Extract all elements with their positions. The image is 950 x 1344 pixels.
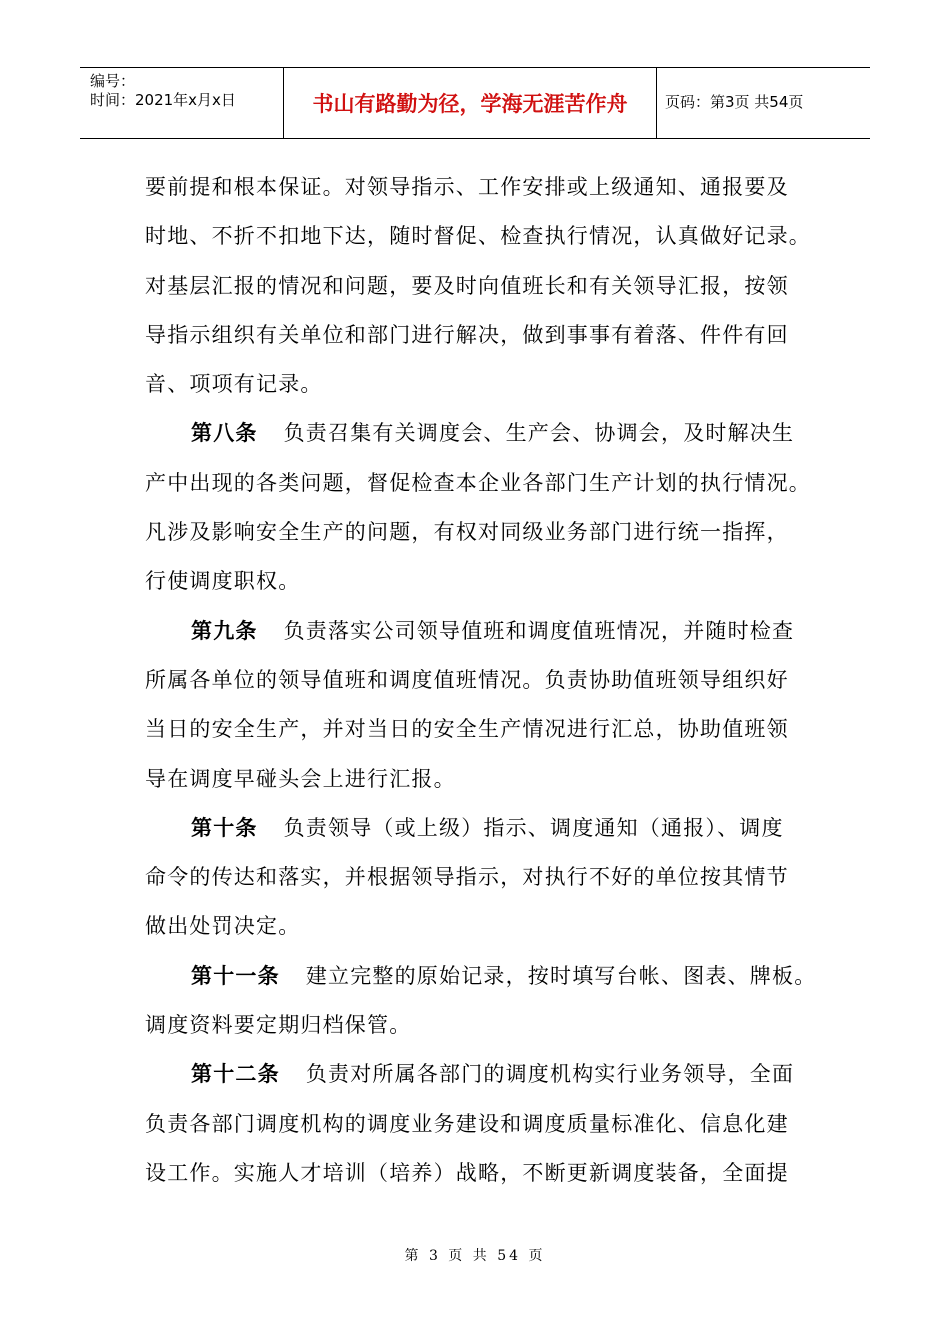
line-text: 当日的安全生产，并对当日的安全生产情况进行汇总，协助值班领 — [145, 717, 789, 742]
line-text: 负责领导（或上级）指示、调度通知（通报）、调度 — [283, 815, 784, 840]
line-text: 负责落实公司领导值班和调度值班情况，并随时检查 — [283, 618, 795, 643]
body-line — [145, 459, 825, 508]
body-line — [145, 508, 825, 557]
body-line — [145, 360, 825, 409]
header-page-cell — [657, 68, 870, 138]
line-text: 导在调度早碰头会上进行汇报。 — [145, 766, 456, 791]
body-line — [145, 1001, 825, 1050]
line-text: 导指示组织有关单位和部门进行解决，做到事事有着落、件件有回 — [145, 322, 789, 347]
body-line — [145, 902, 825, 951]
body-line — [145, 1149, 825, 1198]
body-line — [145, 607, 825, 656]
body-line — [145, 212, 825, 261]
line-text: 行使调度职权。 — [145, 569, 301, 594]
body-line — [145, 705, 825, 754]
page-info: 页码：第3页 共54页 — [665, 93, 804, 111]
article-number: 第九条 — [191, 618, 258, 643]
line-text: 凡涉及影响安全生产的问题，有权对同级业务部门进行统一指挥， — [145, 520, 789, 545]
article-number: 第十条 — [191, 815, 258, 840]
line-text: 音、项项有记录。 — [145, 372, 323, 397]
body-line — [145, 804, 825, 853]
body-line — [145, 656, 825, 705]
line-text: 负责召集有关调度会、生产会、协调会，及时解决生 — [283, 421, 795, 446]
line-text: 对基层汇报的情况和问题，要及时向值班长和有关领导汇报，按领 — [145, 273, 789, 298]
line-text: 产中出现的各类问题，督促检查本企业各部门生产计划的执行情况。 — [145, 470, 811, 495]
line-text: 要前提和根本保证。对领导指示、工作安排或上级通知、通报要及 — [145, 175, 789, 199]
line-text: 命令的传达和落实，并根据领导指示，对执行不好的单位按其情节 — [145, 865, 789, 890]
header-motto-cell — [284, 68, 657, 138]
body-line — [145, 755, 825, 804]
line-text: 负责各部门调度机构的调度业务建设和调度质量标准化、信息化建 — [145, 1111, 789, 1136]
line-text: 负责对所属各部门的调度机构实行业务领导，全面 — [305, 1062, 795, 1087]
article-number: 第十二条 — [191, 1062, 280, 1087]
line-text: 做出处罚决定。 — [145, 914, 301, 939]
line-text: 时地、不折不扣地下达，随时督促、检查执行情况，认真做好记录。 — [145, 224, 811, 249]
body-line — [145, 1100, 825, 1149]
body-line — [145, 853, 825, 902]
line-text: 建立完整的原始记录，按时填写台帐、图表、牌板。 — [305, 963, 817, 988]
line-text: 所属各单位的领导值班和调度值班情况。负责协助值班领导组织好 — [145, 667, 789, 692]
body-line — [145, 1050, 825, 1099]
body-line — [145, 163, 825, 212]
article-number: 第十一条 — [191, 963, 280, 988]
line-text: 设工作。实施人才培训（培养）战略，不断更新调度装备，全面提 — [145, 1160, 789, 1185]
body-line — [145, 409, 825, 458]
page-footer: 第 3 页 共 54 页 — [404, 1248, 546, 1264]
body-line — [145, 952, 825, 1001]
doc-number-label: 编号： — [90, 72, 136, 90]
header-meta-cell — [80, 68, 284, 138]
article-number: 第八条 — [191, 421, 258, 446]
date-line: 时间：2021年x月x日 — [90, 91, 236, 109]
document-body — [145, 163, 825, 1198]
body-line — [145, 557, 825, 606]
body-line — [145, 311, 825, 360]
page-header — [80, 67, 870, 139]
body-line — [145, 262, 825, 311]
line-text: 调度资料要定期归档保管。 — [145, 1013, 412, 1038]
motto-text: 书山有路勤为径，学海无涯苦作舟 — [312, 92, 628, 116]
